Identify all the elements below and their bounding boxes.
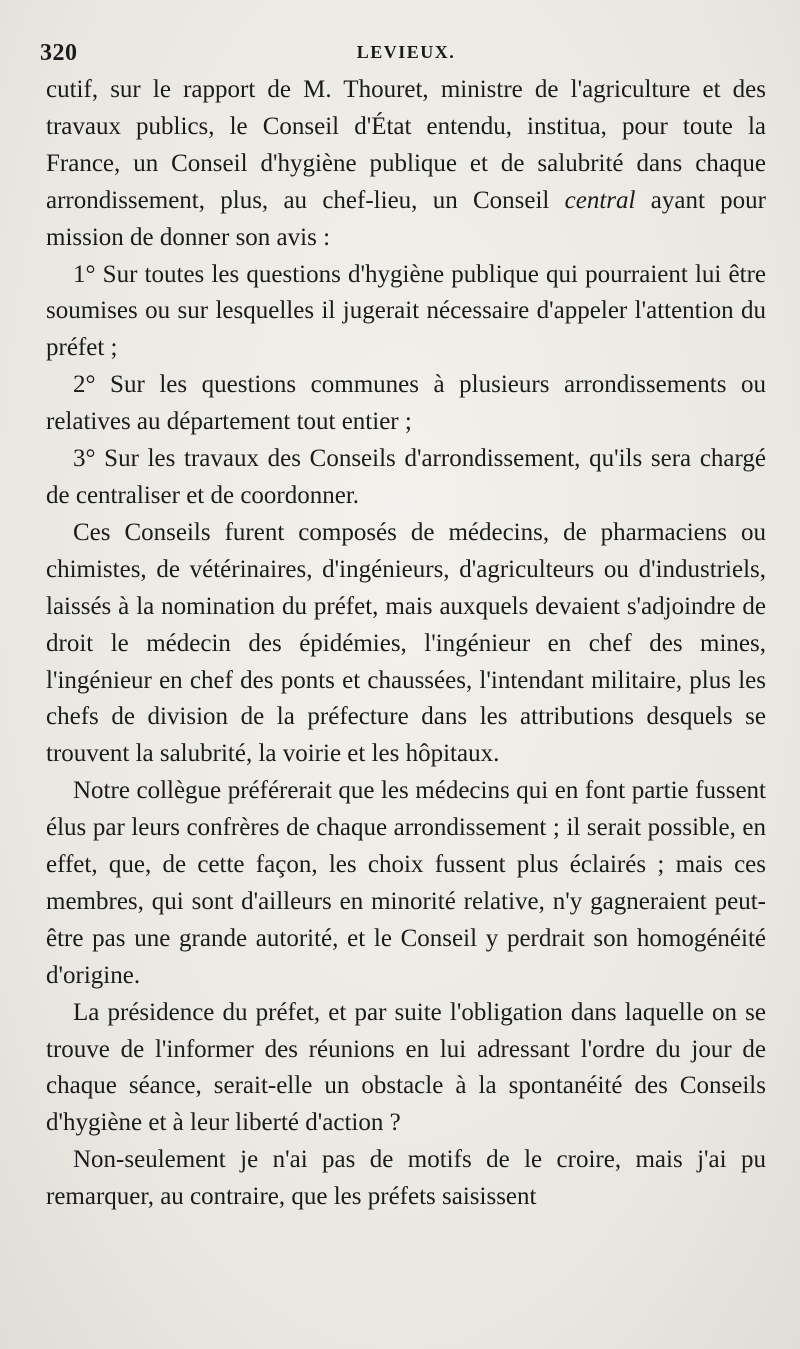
paragraph: Non-seulement je n'ai pas de motifs de le croire, mais j'ai pu remarquer, au contraire, que les préfets saisissent — [46, 1146, 766, 1211]
page-number: 320 — [40, 40, 78, 66]
paragraph-text-part: ayant pour mission de donner son avis : — [46, 186, 767, 251]
running-title: LEVIEUX. — [356, 42, 456, 62]
body-text — [46, 72, 766, 1216]
list-item-3: 3° Sur les travaux des Conseils d'arrondissement, qu'ils sera chargé de centraliser et de coordonner. — [46, 445, 766, 509]
paragraph: Notre collègue préférerait que les médecins qui en font partie fussent élus par leurs confrères de chaque arrondissement ; il serait possible, en effet, que, de cette façon, les choix fussent plus éclairés ; mais ces membres, qui sont d'ailleurs en minorité relative, n'y gagneraient peut-être pas une grande autorité, et le Conseil y perdrait son homogénéité d'origine. — [46, 777, 766, 989]
paragraph: Ces Conseils furent composés de médecins, de pharmaciens ou chimistes, de vétérinaires, d'ingénieurs, d'agriculteurs ou d'industriels, laissés à la nomination du préfet, mais auxquels devaient s'adjoindre de droit le médecin des épidémies, l'ingénieur en chef des mines, l'ingénieur en chef des ponts et chaussées, l'intendant militaire, plus les chefs de division de la préfecture dans les attributions desquels se trouvent la salubrité, la voirie et les hôpitaux. — [46, 518, 766, 768]
paragraph: La présidence du préfet, et par suite l'obligation dans laquelle on se trouve de l'informer des réunions en lui adressant l'ordre du jour de chaque séance, serait-elle un obstacle à la spontanéité des Conseils d'hygiène et à leur liberté d'action ? — [46, 998, 766, 1137]
emphasized-word: central — [564, 186, 636, 214]
list-item-1: 1° Sur toutes les questions d'hygiène publique qui pourraient lui être soumises ou sur lesquelles il jugerait nécessaire d'appeler l'attention du préfet ; — [46, 260, 766, 362]
list-item-2: 2° Sur les questions communes à plusieurs arrondissements ou relatives au département tout entier ; — [46, 371, 766, 436]
running-head — [40, 38, 766, 72]
paragraph-text-part: cutif, sur le rapport de M. Thouret, ministre de l'agriculture et des travaux publics, le Conseil d'État entendu, institua, pour toute la France, un Conseil d'hygiène publique et de salubrité dans chaque arrondissement, plus, au chef-lieu, un Conseil — [46, 76, 766, 214]
paragraph-continuation — [46, 72, 766, 257]
